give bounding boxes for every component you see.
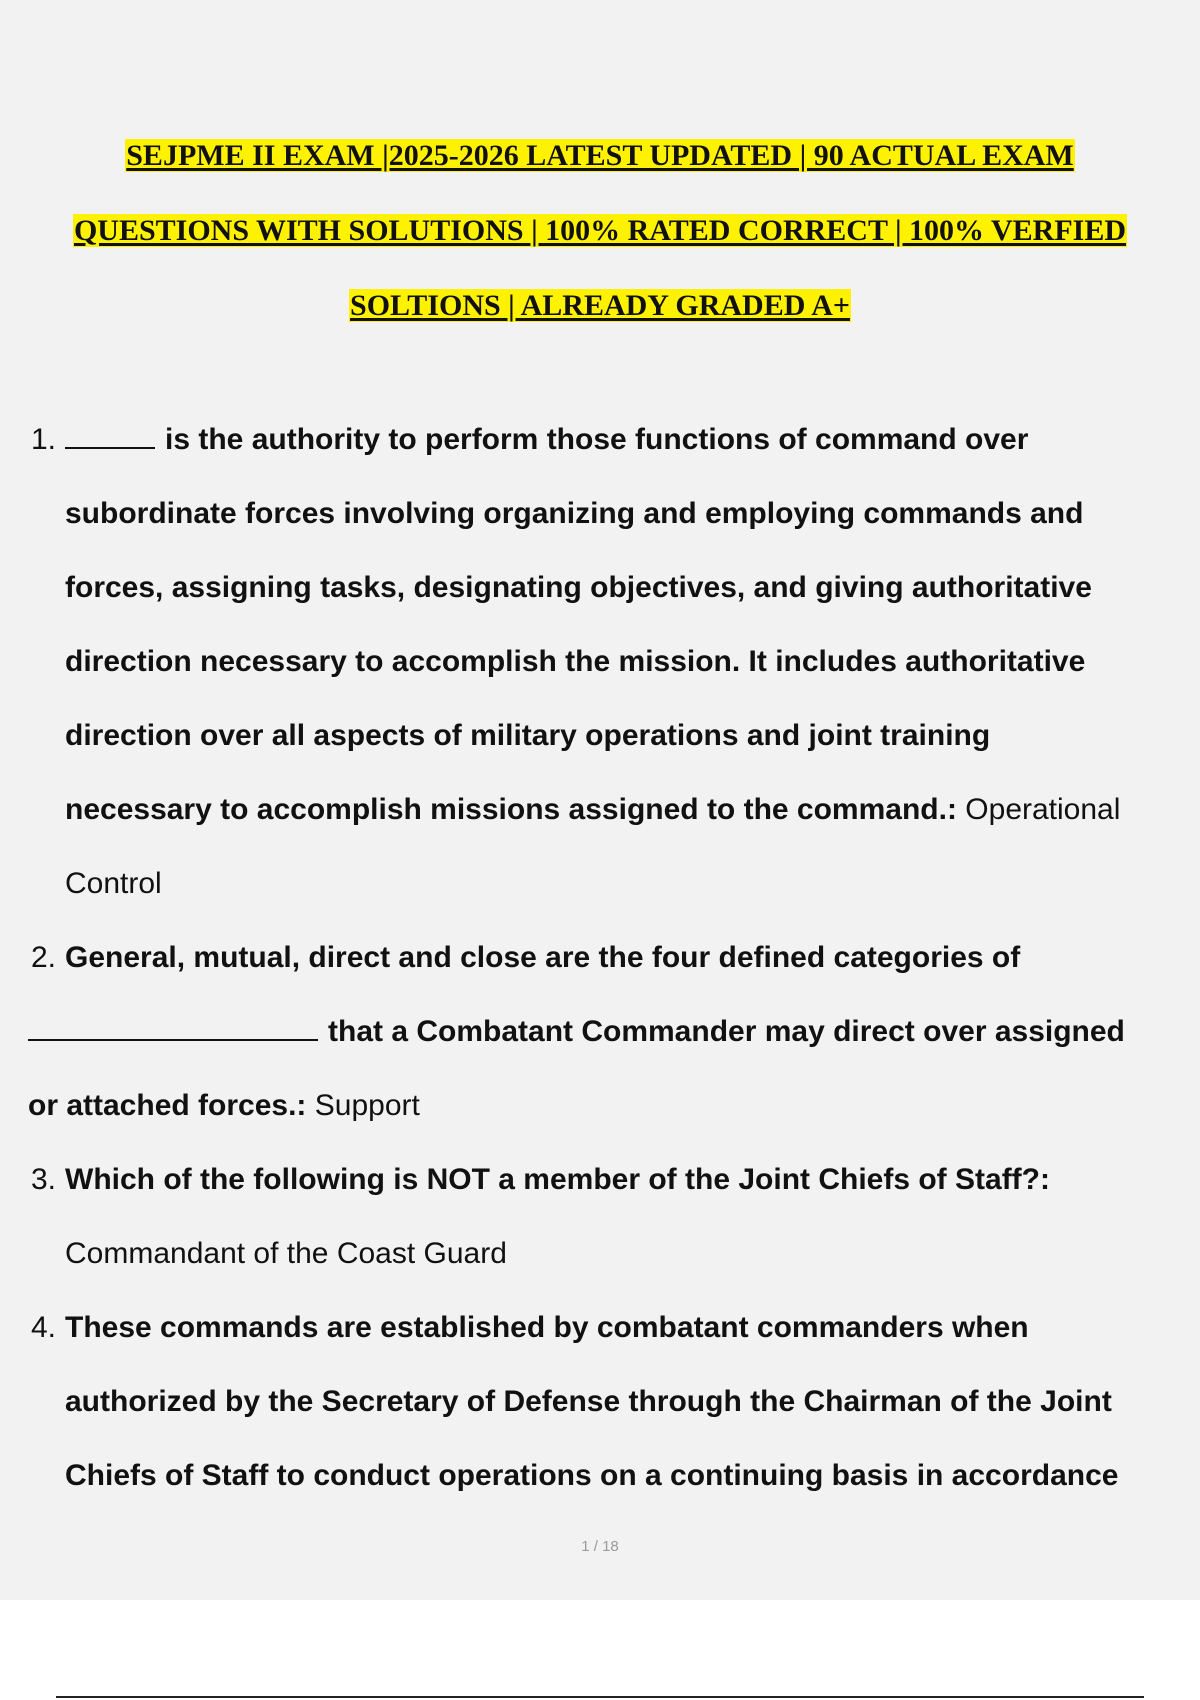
page-indicator: 1 / 18 — [581, 1538, 619, 1555]
question-text-line: These commands are established by combatant commanders when — [65, 1311, 1029, 1344]
question-text-line: subordinate forces involving organizing and employing commands and — [65, 497, 1084, 530]
question-text-line: direction over all aspects of military operations and joint training — [65, 719, 991, 752]
question-text-line: Chiefs of Staff to conduct operations on a continuing basis in accordance — [65, 1459, 1119, 1492]
question-text-line: authorized by the Secretary of Defense through the Chairman of the Joint — [65, 1385, 1112, 1418]
title-line-3: SOLTIONS | ALREADY GRADED A+ — [350, 289, 850, 322]
question-text-line: direction necessary to accomplish the mission. It includes authoritative — [65, 645, 1086, 678]
question-text-line: Which of the following is NOT a member of the Joint Chiefs of Staff?: — [65, 1163, 1050, 1196]
question-text-line: that a Combatant Commander may direct over assigned — [328, 1015, 1125, 1048]
document-title — [0, 118, 1200, 343]
title-line-2: QUESTIONS WITH SOLUTIONS | 100% RATED CORRECT | 100% VERFIED — [73, 214, 1127, 247]
answer-text: Control — [65, 867, 162, 900]
question-number: 4. — [31, 1311, 57, 1344]
question-number: 2. — [31, 941, 57, 974]
title-line-1: SEJPME II EXAM |2025-2026 LATEST UPDATED | 90 ACTUAL EXAM — [126, 139, 1074, 172]
question-text-line: necessary to accomplish missions assigned to the command.: — [65, 793, 957, 826]
question-1 — [28, 403, 1200, 921]
question-text-line: forces, assigning tasks, designating objectives, and giving authoritative — [65, 571, 1092, 604]
question-text-line: is the authority to perform those functions of command over — [165, 423, 1029, 456]
question-4 — [28, 1291, 1200, 1513]
question-number: 1. — [31, 423, 57, 456]
question-2 — [28, 921, 1200, 1143]
question-number: 3. — [31, 1163, 57, 1196]
answer-text: Operational — [965, 793, 1121, 826]
answer-text: Support — [314, 1089, 420, 1122]
answer-text: Commandant of the Coast Guard — [65, 1237, 507, 1270]
question-text-line: General, mutual, direct and close are the four defined categories of — [65, 941, 1021, 974]
next-page-divider — [56, 1696, 1144, 1698]
question-3 — [28, 1143, 1200, 1291]
question-list — [28, 403, 1200, 1513]
answer-blank — [28, 1017, 318, 1041]
answer-blank — [65, 425, 155, 449]
question-text-line: or attached forces.: — [28, 1089, 307, 1122]
